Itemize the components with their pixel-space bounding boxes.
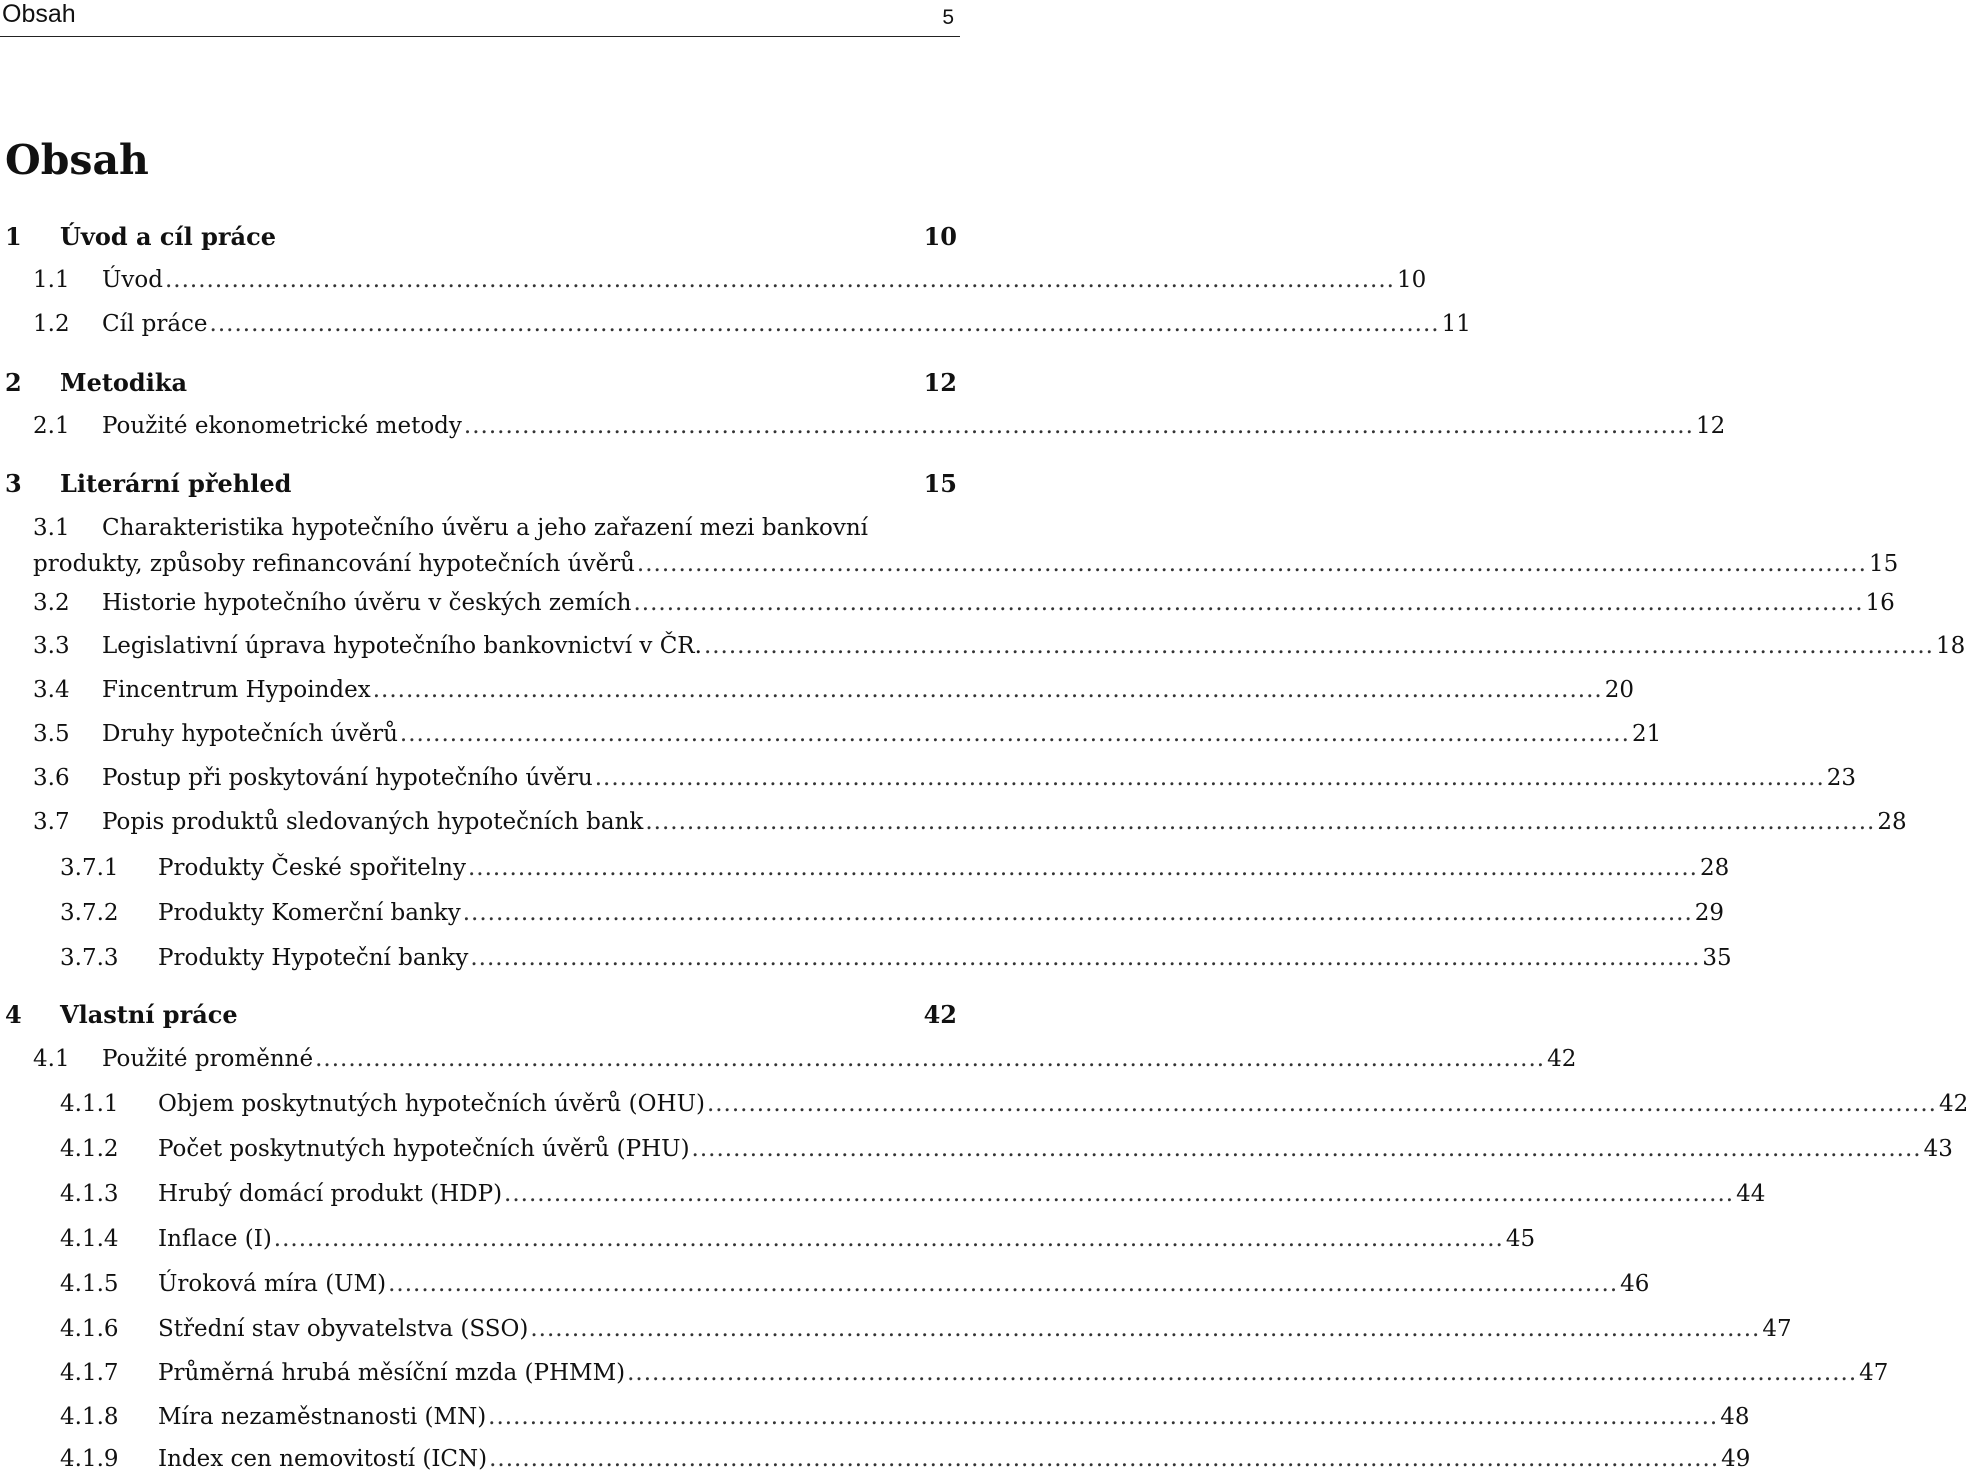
toc-entry-section-3-7[interactable]	[0, 804, 1907, 840]
toc-number: 4.1.6	[60, 1316, 119, 1342]
toc-text: Úvod a cíl práce	[60, 219, 278, 255]
toc-text: Produkty Komerční banky	[158, 895, 463, 931]
toc-text: Produkty České spořitelny	[158, 850, 468, 886]
toc-entry-subsection-4-1-2[interactable]	[0, 1131, 1953, 1167]
toc-entry-section-3-3[interactable]	[0, 628, 1966, 664]
toc-page: 20	[1603, 672, 1634, 708]
toc-page: 29	[1693, 895, 1724, 931]
toc-page: 28	[1875, 804, 1906, 840]
toc-number: 4.1.1	[60, 1091, 119, 1117]
toc-text: Úroková míra (UM)	[158, 1266, 388, 1302]
toc-page: 42	[922, 997, 957, 1033]
toc-entry-section-3-4[interactable]	[0, 672, 1635, 708]
toc-leader: ....................................................................................................................................................	[209, 311, 1440, 337]
toc-page: 35	[1700, 940, 1731, 976]
toc-number: 3.6	[33, 765, 70, 791]
toc-number: 4.1.5	[60, 1271, 119, 1297]
toc-text: Úvod	[102, 262, 165, 298]
running-header-title: Obsah	[2, 0, 76, 28]
toc-number: 3.3	[33, 633, 70, 659]
toc-leader: ....................................................................................................................................................	[703, 633, 1934, 659]
toc-entry-chapter-4[interactable]	[0, 997, 957, 1033]
toc-page: 11	[1440, 306, 1471, 342]
toc-number: 1.1	[33, 267, 70, 293]
toc-page: 16	[1864, 585, 1895, 621]
toc-number: 3.2	[33, 590, 70, 616]
toc-text: Postup při poskytování hypotečního úvěru	[102, 760, 595, 796]
toc-number: 3	[5, 469, 22, 498]
toc-entry-section-2-1[interactable]	[0, 408, 1726, 444]
toc-number: 3.4	[33, 677, 70, 703]
toc-number: 3.7	[33, 809, 70, 835]
toc-entry-subsection-4-1-3[interactable]	[0, 1176, 1766, 1212]
toc-number: 3.7.3	[60, 945, 119, 971]
toc-page: 10	[922, 219, 957, 255]
toc-number: 4.1.4	[60, 1226, 119, 1252]
toc-text: Fincentrum Hypoindex	[102, 672, 373, 708]
toc-number: 4.1.8	[60, 1404, 119, 1430]
toc-text: Průměrná hrubá měsíční mzda (PHMM)	[158, 1355, 627, 1391]
toc-leader: ....................................................................................................................................................	[315, 1046, 1546, 1072]
toc-entry-section-3-6[interactable]	[0, 760, 1857, 796]
toc-number: 4.1.7	[60, 1360, 119, 1386]
toc-text: Produkty Hypoteční banky	[158, 940, 470, 976]
toc-entry-section-3-5[interactable]	[0, 716, 1662, 752]
toc-page: 42	[1937, 1086, 1968, 1122]
toc-number: 3.7.2	[60, 900, 119, 926]
toc-number: 4.1.2	[60, 1136, 119, 1162]
toc-text: Literární přehled	[60, 466, 293, 502]
toc-page: 28	[1698, 850, 1729, 886]
toc-number: 4	[5, 1000, 22, 1029]
toc-number: 3.1	[33, 515, 70, 541]
toc-leader: ....................................................................................................................................................	[470, 945, 1701, 971]
toc-entry-subsection-4-1-9[interactable]	[0, 1441, 1751, 1477]
toc-number: 3.5	[33, 721, 70, 747]
toc-text: Druhy hypotečních úvěrů	[102, 716, 400, 752]
running-header	[0, 0, 960, 37]
toc-number: 4.1	[33, 1046, 70, 1072]
toc-page: 48	[1718, 1399, 1749, 1435]
toc-leader: ....................................................................................................................................................	[488, 1404, 1719, 1430]
toc-text: Použité ekonometrické metody	[102, 408, 464, 444]
toc-entry-chapter-2[interactable]	[0, 365, 957, 401]
toc-entry-section-1-1[interactable]	[0, 262, 1427, 298]
toc-text: Legislativní úprava hypotečního bankovnictví v ČR.	[102, 628, 704, 664]
toc-text: Index cen nemovitostí (ICN)	[158, 1441, 489, 1477]
toc-page: 45	[1504, 1221, 1535, 1257]
toc-leader: ....................................................................................................................................................	[463, 413, 1694, 439]
toc-leader: ....................................................................................................................................................	[164, 267, 1395, 293]
toc-entry-section-3-2[interactable]	[0, 585, 1895, 621]
toc-entry-chapter-3[interactable]	[0, 466, 957, 502]
toc-number: 1	[5, 222, 22, 251]
toc-entry-subsection-4-1-1[interactable]	[0, 1086, 1968, 1122]
toc-leader: ....................................................................................................................................................	[636, 551, 1867, 577]
toc-text: Historie hypotečního úvěru v českých zemích	[102, 585, 634, 621]
toc-number: 2	[5, 368, 22, 397]
toc-page: 46	[1618, 1266, 1649, 1302]
toc-number: 4.1.3	[60, 1181, 119, 1207]
toc-entry-section-1-2[interactable]	[0, 306, 1471, 342]
toc-page: 21	[1630, 716, 1661, 752]
toc-leader: ....................................................................................................................................................	[388, 1271, 1619, 1297]
toc-leader: ....................................................................................................................................................	[489, 1446, 1720, 1472]
toc-page: 15	[922, 466, 957, 502]
toc-leader: ....................................................................................................................................................	[530, 1316, 1761, 1342]
toc-entry-subsection-4-1-7[interactable]	[0, 1355, 1889, 1391]
toc-entry-section-3-1[interactable]	[0, 510, 1899, 582]
toc-leader: ....................................................................................................................................................	[273, 1226, 1504, 1252]
toc-leader: ....................................................................................................................................................	[706, 1091, 1937, 1117]
toc-entry-section-4-1[interactable]	[0, 1041, 1577, 1077]
toc-page: 12	[922, 365, 957, 401]
toc-text: Střední stav obyvatelstva (SSO)	[158, 1311, 530, 1347]
toc-text: Vlastní práce	[60, 997, 240, 1033]
toc-leader: ....................................................................................................................................................	[633, 590, 1864, 616]
toc-page: 44	[1734, 1176, 1765, 1212]
toc-text: Inflace (I)	[158, 1221, 274, 1257]
toc-page: 18	[1934, 628, 1965, 664]
toc-text: Použité proměnné	[102, 1041, 315, 1077]
toc-text: Metodika	[60, 365, 189, 401]
toc-entry-subsection-4-1-4[interactable]	[0, 1221, 1536, 1257]
toc-leader: ....................................................................................................................................................	[691, 1136, 1922, 1162]
toc-text: Hrubý domácí produkt (HDP)	[158, 1176, 504, 1212]
toc-page: 43	[1922, 1131, 1953, 1167]
toc-leader: ....................................................................................................................................................	[462, 900, 1693, 926]
toc-leader: ....................................................................................................................................................	[627, 1360, 1858, 1386]
toc-page: 47	[1857, 1355, 1888, 1391]
toc-text-continued: produkty, způsoby refinancování hypotečních úvěrů	[33, 546, 637, 582]
toc-leader: ....................................................................................................................................................	[399, 721, 1630, 747]
toc-text: Charakteristika hypotečního úvěru a jeho zařazení mezi bankovní	[102, 515, 869, 541]
toc-leader: ....................................................................................................................................................	[645, 809, 1876, 835]
toc-leader: ....................................................................................................................................................	[504, 1181, 1735, 1207]
toc-page: 49	[1719, 1441, 1750, 1477]
toc-page: 15	[1867, 546, 1898, 582]
toc-leader: ....................................................................................................................................................	[467, 855, 1698, 881]
toc-page: 47	[1760, 1311, 1791, 1347]
toc-number: 2.1	[33, 413, 70, 439]
toc-entry-subsection-4-1-6[interactable]	[0, 1311, 1792, 1347]
page-number: 5	[942, 6, 954, 29]
page-title: Obsah	[5, 136, 149, 184]
toc-leader: ....................................................................................................................................................	[372, 677, 1603, 703]
toc-text: Objem poskytnutých hypotečních úvěrů (OHU)	[158, 1086, 707, 1122]
toc-number: 1.2	[33, 311, 70, 337]
toc-entry-chapter-1[interactable]	[0, 219, 957, 255]
toc-page: 23	[1825, 760, 1856, 796]
toc-entry-subsection-3-7-3[interactable]	[0, 940, 1732, 976]
toc-page: 12	[1694, 408, 1725, 444]
toc-page: 42	[1545, 1041, 1576, 1077]
toc-text: Míra nezaměstnanosti (MN)	[158, 1399, 488, 1435]
toc-entry-subsection-4-1-8[interactable]	[0, 1399, 1750, 1435]
toc-entry-subsection-3-7-2[interactable]	[0, 895, 1725, 931]
toc-leader: ....................................................................................................................................................	[594, 765, 1825, 791]
toc-number: 4.1.9	[60, 1446, 119, 1472]
toc-text: Popis produktů sledovaných hypotečních bank	[102, 804, 645, 840]
toc-text: Počet poskytnutých hypotečních úvěrů (PHU)	[158, 1131, 692, 1167]
toc-entry-subsection-3-7-1[interactable]	[0, 850, 1730, 886]
toc-page: 10	[1395, 262, 1426, 298]
toc-entry-subsection-4-1-5[interactable]	[0, 1266, 1650, 1302]
toc-text: Cíl práce	[102, 306, 210, 342]
toc-number: 3.7.1	[60, 855, 119, 881]
